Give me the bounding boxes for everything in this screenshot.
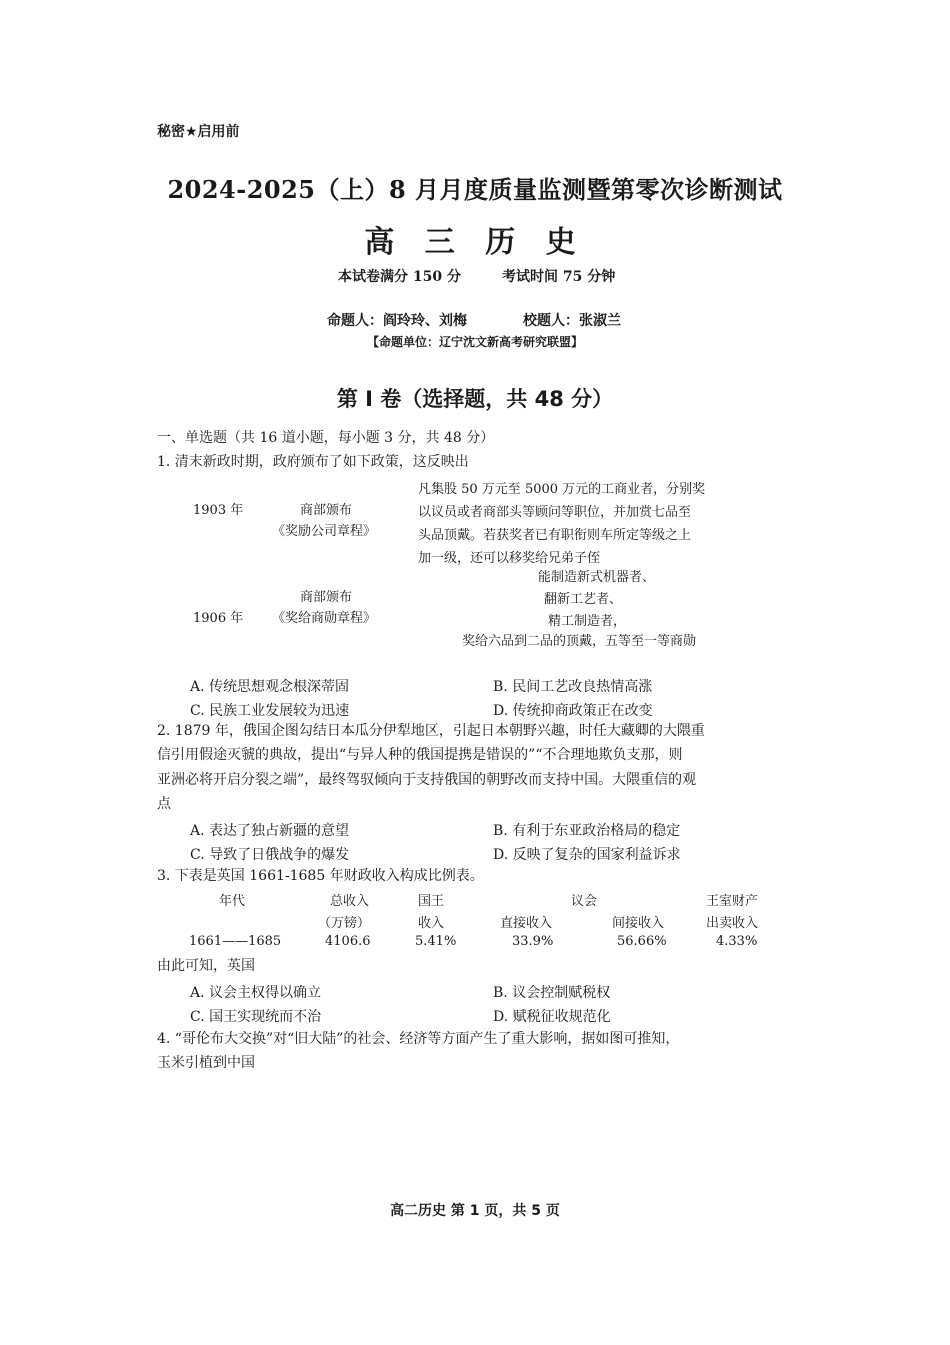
q1-option-d: D. 传统抑商政策正在改变 [493,703,653,719]
q1-row1-line: 头品顶戴。若获奖者已有职衔则车所定等级之上 [418,528,692,543]
q3-option-d: D. 赋税征收规范化 [493,1009,611,1025]
q3-header-king-2: 收入 [418,916,445,931]
q3-cell-king: 5.41% [415,934,457,949]
q1-row2-line: 奖给六品到二品的顶戴，五等至一等商勋 [462,634,697,649]
page-footer: 高二历史 第 1 页，共 5 页 [390,1203,560,1219]
section-heading: 一、单选题（共 16 道小题，每小题 3 分，共 48 分） [157,430,495,446]
q1-row2-year: 1906 年 [193,611,244,626]
q3-header-total: 总收入 [330,894,370,909]
q1-row2-line: 能制造新式机器者、 [538,570,656,585]
time-limit: 考试时间 75 分钟 [502,269,616,285]
q1-row1-line: 加一级，还可以移奖给兄弟子侄 [418,551,601,566]
q3-header-parliament: 议会 [571,894,598,909]
q1-option-c: C. 民族工业发展较为迅速 [190,703,350,719]
q3-cell-direct: 33.9% [512,934,554,949]
q1-option-b: B. 民间工艺改良热情高涨 [493,679,653,695]
q3-header-indirect: 间接收入 [612,916,665,931]
exam-title: 2024-2025（上）8 月月度质量监测暨第零次诊断测试 [167,175,783,204]
subject-title: 高 三 历 史 [364,225,586,260]
q3-cell-total: 4106.6 [325,934,371,949]
q4-line: 4. “哥伦布大交换”对“旧大陆”的社会、经济等方面产生了重大影响，据如图可推知， [157,1031,680,1047]
q3-cell-indirect: 56.66% [617,934,667,949]
q4-line: 玉米引植到中国 [157,1055,255,1071]
q3-stem: 3. 下表是英国 1661-1685 年财政收入构成比例表。 [157,868,484,884]
secret-mark: 秘密★启用前 [157,124,240,140]
q1-row2-line: 翻新工艺者、 [544,592,623,607]
q2-line: 亚洲必将开启分裂之端”，最终驾驭倾向于支持俄国的朝野改而支持中国。大隈重信的观 [157,772,697,788]
full-score: 本试卷满分 150 分 [338,269,461,285]
reviewer: 校题人：张淑兰 [523,313,621,329]
q3-header-era: 年代 [219,894,246,909]
q1-row2-line: 精工制造者， [548,614,627,629]
q1-row2-doc: 《奖给商勋章程》 [272,611,377,626]
q1-row1-line: 以议员或者商部头等顾问等职位，并加赏七品至 [418,505,692,520]
q2-line: 点 [157,796,171,812]
q2-option-c: C. 导致了日俄战争的爆发 [190,847,350,863]
q1-row1-line: 凡集股 50 万元至 5000 万元的工商业者，分别奖 [418,482,706,497]
q3-option-a: A. 议会主权得以确立 [190,985,322,1001]
q3-header-direct: 直接收入 [500,916,553,931]
q3-header-king: 国王 [418,894,445,909]
q1-row1-dept: 商部颁布 [300,503,353,518]
q2-option-b: B. 有利于东亚政治格局的稳定 [493,823,681,839]
q2-option-d: D. 反映了复杂的国家利益诉求 [493,847,681,863]
q3-cell-era: 1661——1685 [189,934,282,949]
q1-option-a: A. 传统思想观念根深蒂固 [190,679,350,695]
part-title: 第 I 卷（选择题，共 48 分） [336,387,614,411]
authors: 命题人：阎玲玲、刘梅 [327,313,467,329]
q3-option-b: B. 议会控制赋税权 [493,985,611,1001]
q1-stem: 1. 清末新政时期，政府颁布了如下政策，这反映出 [157,454,469,470]
q3-option-c: C. 国王实现统而不治 [190,1009,322,1025]
q1-row2-dept: 商部颁布 [300,590,353,605]
q2-line: 信引用假途灭虢的典故，提出“与异人种的俄国提携是错误的”“不合理地欺负支那，则 [157,747,683,763]
q2-option-a: A. 表达了独占新疆的意望 [190,823,350,839]
q3-conclusion: 由此可知，英国 [157,958,255,974]
q2-line: 2. 1879 年，俄国企图勾结日本瓜分伊犁地区，引起日本朝野兴趣，时任大藏卿的大隈重 [157,723,705,739]
issuing-unit: 【命题单位：辽宁沈文新高考研究联盟】 [366,335,583,349]
q1-row1-year: 1903 年 [193,503,244,518]
q3-cell-royal: 4.33% [716,934,758,949]
q3-header-royal-2: 出卖收入 [706,916,759,931]
q3-header-total-unit: （万镑） [318,916,371,931]
q1-row1-doc: 《奖励公司章程》 [272,524,377,539]
q3-header-royal: 王室财产 [706,894,759,909]
